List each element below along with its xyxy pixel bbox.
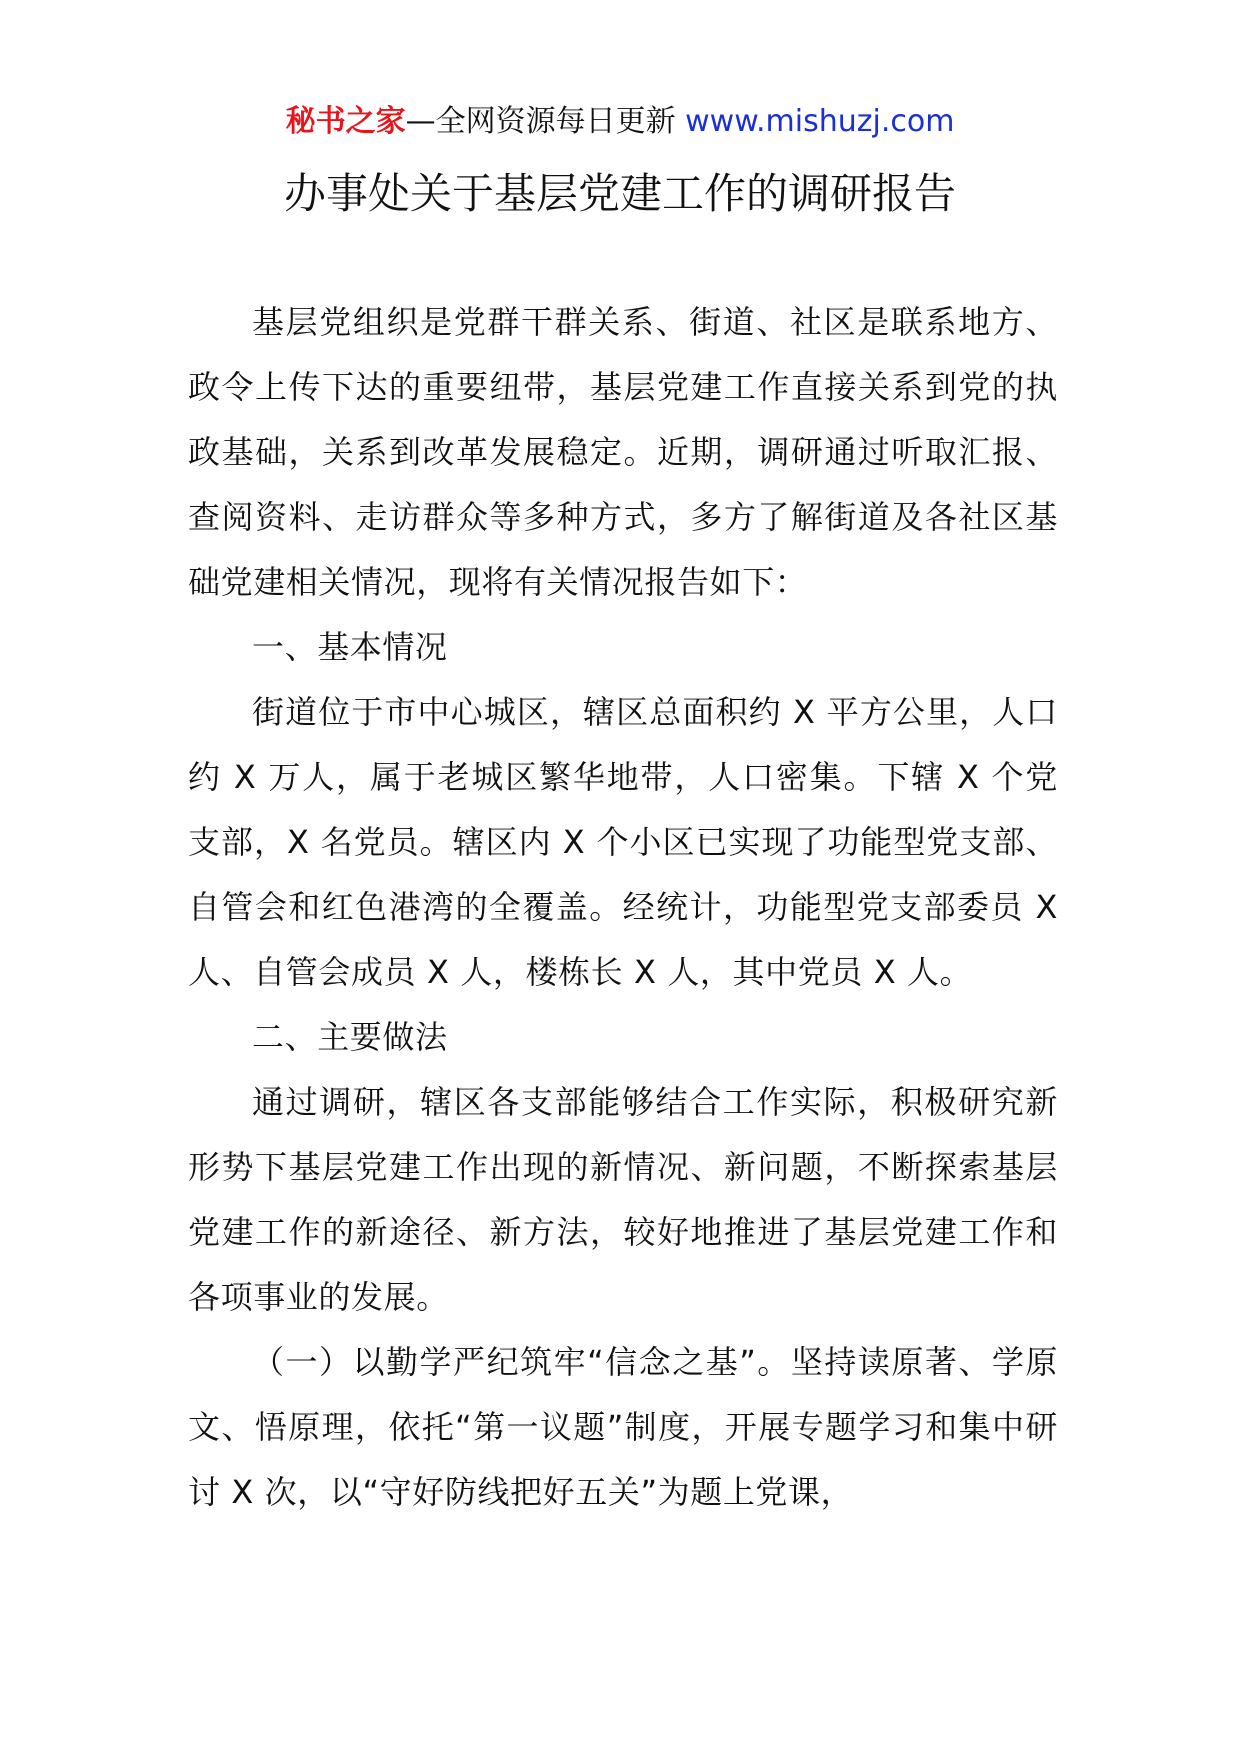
paragraph-practices: 通过调研，辖区各支部能够结合工作实际，积极研究新形势下基层党建工作出现的新情况、新问题，不断探索基层党建工作的新途径、新方法，较好地推进了基层党建工作和各项事业的发展。 [188,1083,1058,1316]
site-brand: 秘书之家 [285,104,406,139]
section-heading-practices: 二、主要做法 [252,1018,448,1056]
paragraph-subsection-1: （一）以勤学严纪筑牢“信念之基”。坚持读原著、学原文、悟原理，依托“第一议题”制度，开展专题学习和集中研讨 X 次，以“守好防线把好五关”为题上党课， [188,1343,1058,1511]
site-url-link[interactable]: www.mishuzj.com [685,104,955,139]
paragraph-intro: 基层党组织是党群干群关系、街道、社区是联系地方、政令上传下达的重要纽带，基层党建工作直接关系到党的执政基础，关系到改革发展稳定。近期，调研通过听取汇报、查阅资料、走访群众等多种方式，多方了解街道及各社区基础党建相关情况，现将有关情况报告如下： [188,303,1058,601]
paragraph-basic-situation: 街道位于市中心城区，辖区总面积约 X 平方公里，人口约 X 万人，属于老城区繁华地带，人口密集。下辖 X 个党支部，X 名党员。辖区内 X 个小区已实现了功能型党支部、自管会和红色港湾的全覆盖。经统计，功能型党支部委员 X 人、自管会成员 X 人，楼栋长 X 人，其中党员 X 人。 [188,693,1058,991]
site-header [0,100,1240,144]
section-heading-basic: 一、基本情况 [252,628,448,666]
site-slogan: —全网资源每日更新 [405,104,686,139]
document-body [188,290,1058,1525]
document-title: 办事处关于基层党建工作的调研报告 [283,169,956,218]
